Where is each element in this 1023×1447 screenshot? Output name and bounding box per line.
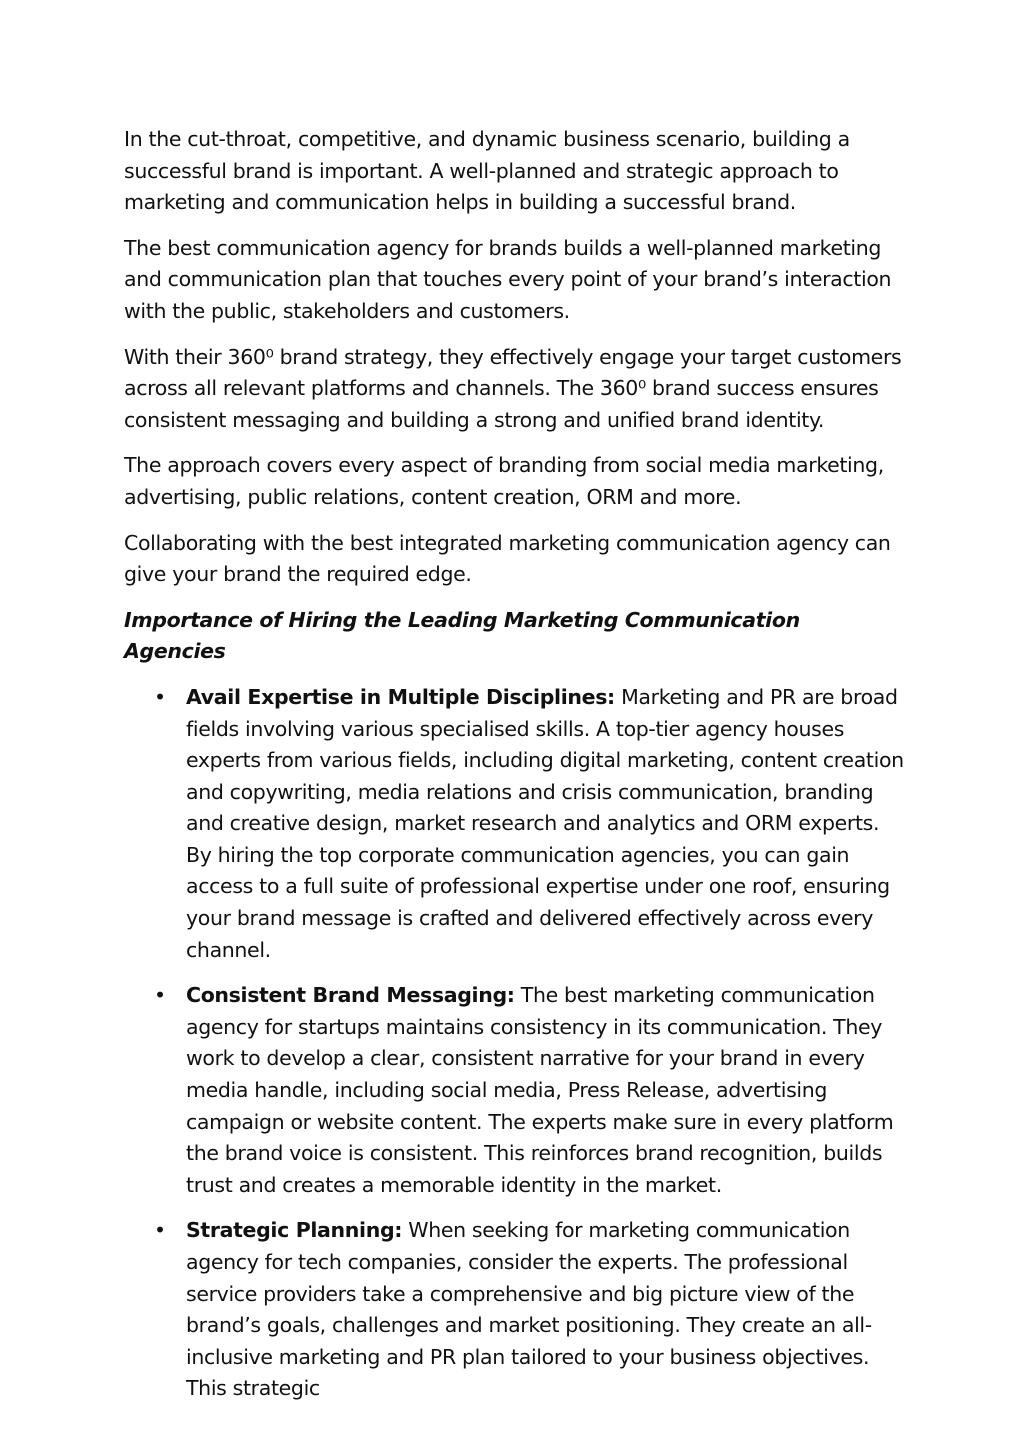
section-subheading: Importance of Hiring the Leading Marketing Communication Agencies xyxy=(124,607,800,664)
paragraph-communication-agency: The best communication agency for brands builds a well-planned marketing and communication plan that touches every point of your brand’s interaction with the public, stakeholders and customers. xyxy=(124,235,892,323)
paragraph-approach: The approach covers every aspect of branding from social media marketing, advertising, public relations, content creation, ORM and more. xyxy=(124,453,884,509)
paragraph-collaborating: Collaborating with the best integrated marketing communication agency can give your brand the required edge. xyxy=(124,530,891,587)
list-item xyxy=(154,980,904,1201)
bullet-label: Consistent Brand Messaging: xyxy=(186,983,515,1008)
bullet-text: The best marketing communication agency for startups maintains consistency in its communication. They work to develop a clear, consistent narrative for your brand in every media handle, including social media, Press Release, advertising campaign or website content. The experts make sure in every platform the brand voice is consistent. This reinforces brand recognition, builds trust and creates a memorable identity in the market. xyxy=(186,983,894,1197)
document-body xyxy=(124,124,904,1419)
paragraph-360-strategy: With their 360⁰ brand strategy, they effectively engage your target customers across all relevant platforms and channels. The 360⁰ brand success ensures consistent messaging and building a strong and unified brand identity. xyxy=(124,344,902,432)
bullet-icon: • xyxy=(154,684,166,709)
bullet-label: Strategic Planning: xyxy=(186,1218,403,1243)
bullet-label: Avail Expertise in Multiple Disciplines: xyxy=(186,684,615,709)
bullet-icon: • xyxy=(154,983,166,1008)
bullet-text: Marketing and PR are broad fields involving various specialised skills. A top-tier agency houses experts from various fields, including digital marketing, content creation and copywriting, media relations and crisis communication, branding and creative design, market research and analytics and ORM experts. By hiring the top corporate communication agencies, you can gain access to a full suite of professional expertise under one roof, ensuring your brand message is crafted and delivered effectively across every channel. xyxy=(186,684,904,962)
list-item xyxy=(154,1215,904,1405)
bullet-text: When seeking for marketing communication agency for tech companies, consider the experts. The professional service providers take a comprehensive and big picture view of the brand’s goals, challenges and market positioning. They create an all-inclusive marketing and PR plan tailored to your business objectives. This strategic xyxy=(186,1218,872,1401)
list-item xyxy=(154,682,904,966)
bullet-list xyxy=(124,682,904,1405)
paragraph-intro: In the cut-throat, competitive, and dynamic business scenario, building a successful brand is important. A well-planned and strategic approach to marketing and communication helps in building a successful brand. xyxy=(124,127,850,215)
bullet-icon: • xyxy=(154,1218,166,1243)
